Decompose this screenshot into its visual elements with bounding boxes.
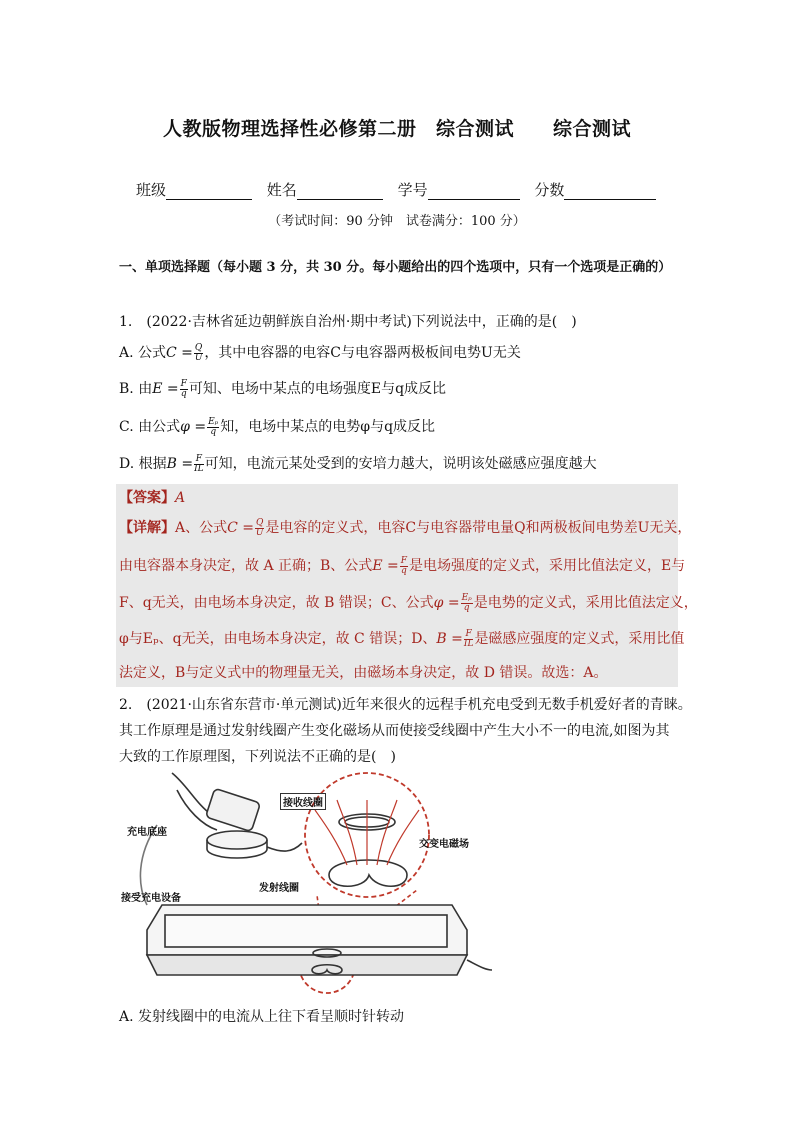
score-label: 分数 [534,181,565,199]
wireless-charging-diagram [117,765,492,995]
formula-phi: $\frac{\text{Eₚ}}{q}$ [208,416,219,437]
transmit-label: 发射线圈 [259,883,299,894]
q1-option-c: C. 由公式φ = $\frac{\text{Eₚ}}{q}$ 知，电场中某点的电势φ与q成反比 [119,416,436,437]
section-heading: 一、单项选择题（每小题 3 分，共 30 分。每小题给出的四个选项中，只有一个选项是正确的） [119,260,672,275]
formula-b: $\frac{F}{IL}$ [194,453,204,474]
q2-stem-line-2: 其工作原理是通过发射线圈产生变化磁场从而使接受线圈中产生大小不一的电流,如图为其 [119,723,670,739]
q1-option-b: B. 由E = $\frac{F}{q}$ 可知、电场中某点的电场强度E与q成反比 [119,378,447,399]
q1-stem: 1. (2022·吉林省延边朝鲜族自治州·期中考试)下列说法中，正确的是( ) [119,314,577,330]
class-label: 班级 [136,181,167,199]
formula-c: $\frac{Q}{U}$ [194,342,203,363]
device-label: 接受充电设备 [121,893,181,904]
charging-base-shape [207,831,267,849]
answer-box [116,484,678,687]
q2-stem-line-3: 大致的工作原理图，下列说法不正确的是( ) [119,749,396,765]
field-label: 交变电磁场 [419,839,469,850]
id-blank[interactable] [428,183,520,200]
score-blank[interactable] [564,183,656,200]
q1-detail-line-4: φ与Eₚ、q无关，由电场本身决定，故 C 错误；D、B = $\frac{F}{IL}$ 是磁感应强度的定义式，采用比值 [119,628,685,649]
student-info-fields [136,179,666,200]
formula-e: $\frac{F}{q}$ [180,378,187,399]
q1-detail-line-5: 法定义，B与定义式中的物理量无关，由磁场本身决定，故 D 错误。故选：A。 [119,665,608,681]
class-blank[interactable] [166,183,252,200]
id-label: 学号 [397,181,428,199]
transmitting-coil-shape [329,860,407,886]
q2-option-a: A. 发射线圈中的电流从上往下看呈顺时针转动 [119,1009,405,1025]
name-blank[interactable] [297,183,383,200]
q1-detail-line-1: 【详解】A、公式C = $\frac{Q}{U}$ 是电容的定义式，电容C与电容器带电量Q和两极板间电势差U无关， [119,517,692,538]
base-label: 充电底座 [127,827,167,838]
q1-option-a: A. 公式C = $\frac{Q}{U}$ ，其中电容器的电容C与电容器两极板间电势U无关 [119,342,521,363]
exam-info: （考试时间：90 分钟 试卷满分：100 分） [268,214,526,229]
name-label: 姓名 [266,181,297,199]
q2-stem-line-1: 2. (2021·山东省东营市·单元测试)近年来很火的远程手机充电受到无数手机爱好者的青睐。 [119,697,692,713]
q1-detail-line-3: F、q无关，由电场本身决定，故 B 错误；C、公式φ = $\frac{\text{Eₚ}}{q}$ 是电势的定义式，采用比值法定义， [119,592,698,613]
page-title: 人教版物理选择性必修第二册 综合测试 综合测试 [162,118,631,140]
q1-answer: 【答案】A [119,490,186,506]
phone-shape [206,788,261,831]
q1-detail-line-2: 由电容器本身决定，故 A 正确；B、公式E = $\frac{F}{q}$ 是电场强度的定义式，采用比值法定义，E与 [119,555,686,576]
q1-option-d: D. 根据B = $\frac{F}{IL}$ 可知，电流元某处受到的安培力越大，说明该处磁感应强度越大 [119,453,597,474]
receive-label: 接收线圈 [280,793,326,810]
